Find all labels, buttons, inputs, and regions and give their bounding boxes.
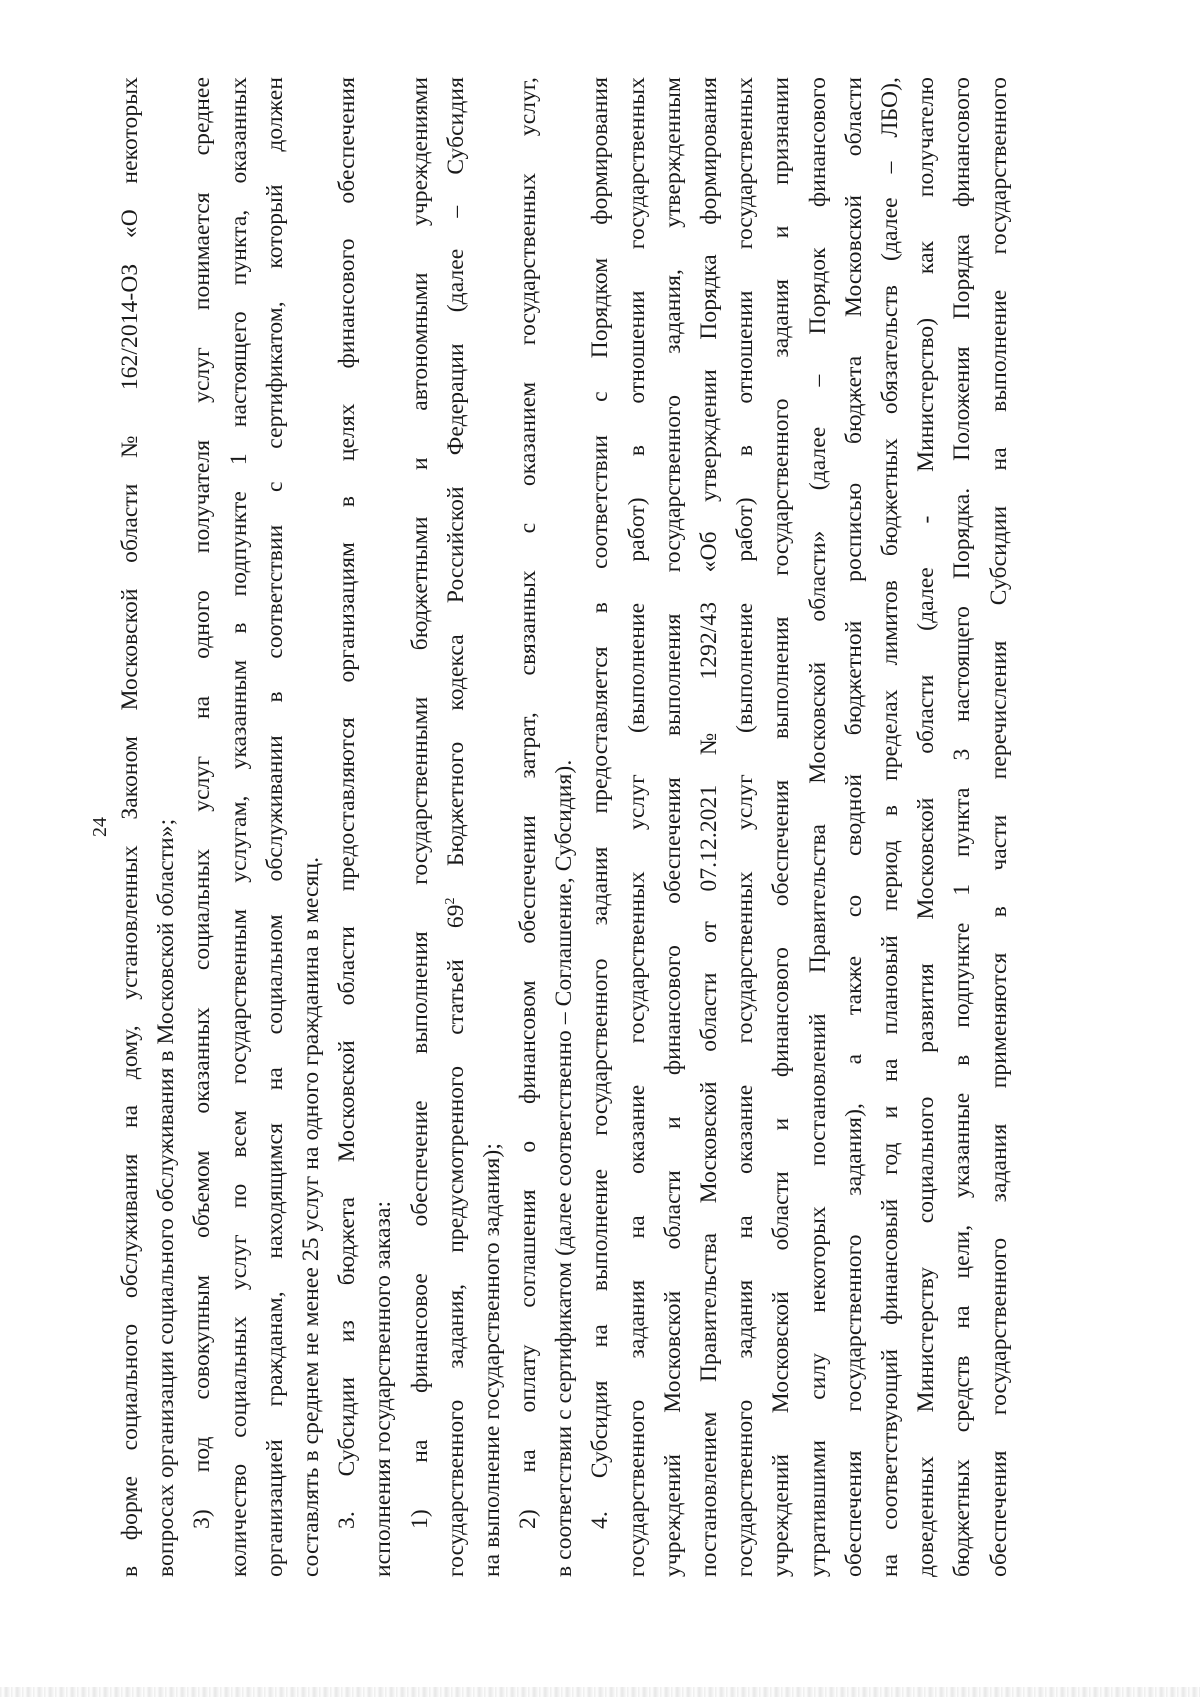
text-line: на выполнение государственного задания); [478, 1143, 505, 1577]
text-line: составлять в среднем не менее 25 услуг на одного гражданина в месяц. [297, 856, 324, 1577]
text-line: бюджетных средств на цели, указанные в подпункте 1 пункта 3 настоящего Порядка. Положения Порядка финансового [949, 77, 976, 1577]
text-line: количество социальных услуг по всем государственным услугам, указанным в подпункте 1 настоящего пункта, оказанных [225, 77, 252, 1577]
superscript: 2 [442, 897, 458, 905]
text-line: учреждений Московской области и финансового обеспечения выполнения государственного задания, утвержденным [659, 77, 686, 1577]
text-line: 3) под совокупным объемом оказанных социальных услуг на одного получателя услуг понимается среднее [189, 77, 216, 1529]
body-text [112, 77, 1017, 1577]
text-line: доведенных Министерству социального развития Московской области (далее - Министерство) как получателю [913, 77, 940, 1577]
scan-edge [0, 1687, 1200, 1697]
rotated-text-block [89, 77, 1067, 1577]
text-line: государственного задания на оказание государственных услуг (выполнение работ) в отношении государственных [623, 77, 650, 1577]
text-line: вопросах организации социального обслуживания в Московской области»; [153, 818, 180, 1577]
text-line: исполнения государственного заказа: [370, 1200, 397, 1577]
text-line: 4. Субсидия на выполнение государственного задания предоставляется в соответствии с Порядком формирования [587, 77, 614, 1529]
text-line: 3. Субсидии из бюджета Московской области предоставляются организациям в целях финансового обеспечения [334, 77, 361, 1529]
text-line: в форме социального обслуживания на дому, установленных Законом Московской области № 162/2014-ОЗ «О некоторых [117, 77, 143, 1577]
text-line: организацией гражданам, находящимся на социальном обслуживании в соответствии с сертификатом, который должен [261, 77, 288, 1577]
text-line: на соответствующий финансовый год и на плановый период в пределах лимитов бюджетных обязательств (далее – ЛБО), [876, 77, 903, 1577]
text-line: государственного задания на оказание государственных услуг (выполнение работ) в отношении государственных [732, 77, 759, 1577]
text-line: обеспечения государственного задания применяются в части перечисления Субсидии на выполнение государственного [985, 77, 1012, 1577]
text-line: 2) на оплату соглашения о финансовом обеспечении затрат, связанных с оказанием государственных услуг, [515, 77, 542, 1529]
text-line: утратившими силу некоторых постановлений Правительства Московской области» (далее – Порядок финансового [804, 77, 831, 1577]
text-line: учреждений Московской области и финансового обеспечения выполнения государственного задания и признании [768, 77, 795, 1577]
text-line: в соответствии с сертификатом (далее соответственно – Соглашение, Субсидия). [551, 759, 578, 1577]
text-line: постановлением Правительства Московской области от 07.12.2021 № 1292/43 «Об утверждении Порядка формирования [696, 77, 722, 1577]
text-line: 1) на финансовое обеспечение выполнения государственными бюджетными и автономными учреждениями [406, 77, 433, 1529]
text-line: обеспечения государственного задания), а также со сводной бюджетной росписью бюджета Московской области [840, 77, 867, 1577]
page-number: 24 [89, 817, 111, 837]
text-line: государственного задания, предусмотренного статьей $69^2$ Бюджетного кодекса Российской Федерации (далее – Субсидия [442, 77, 469, 1577]
